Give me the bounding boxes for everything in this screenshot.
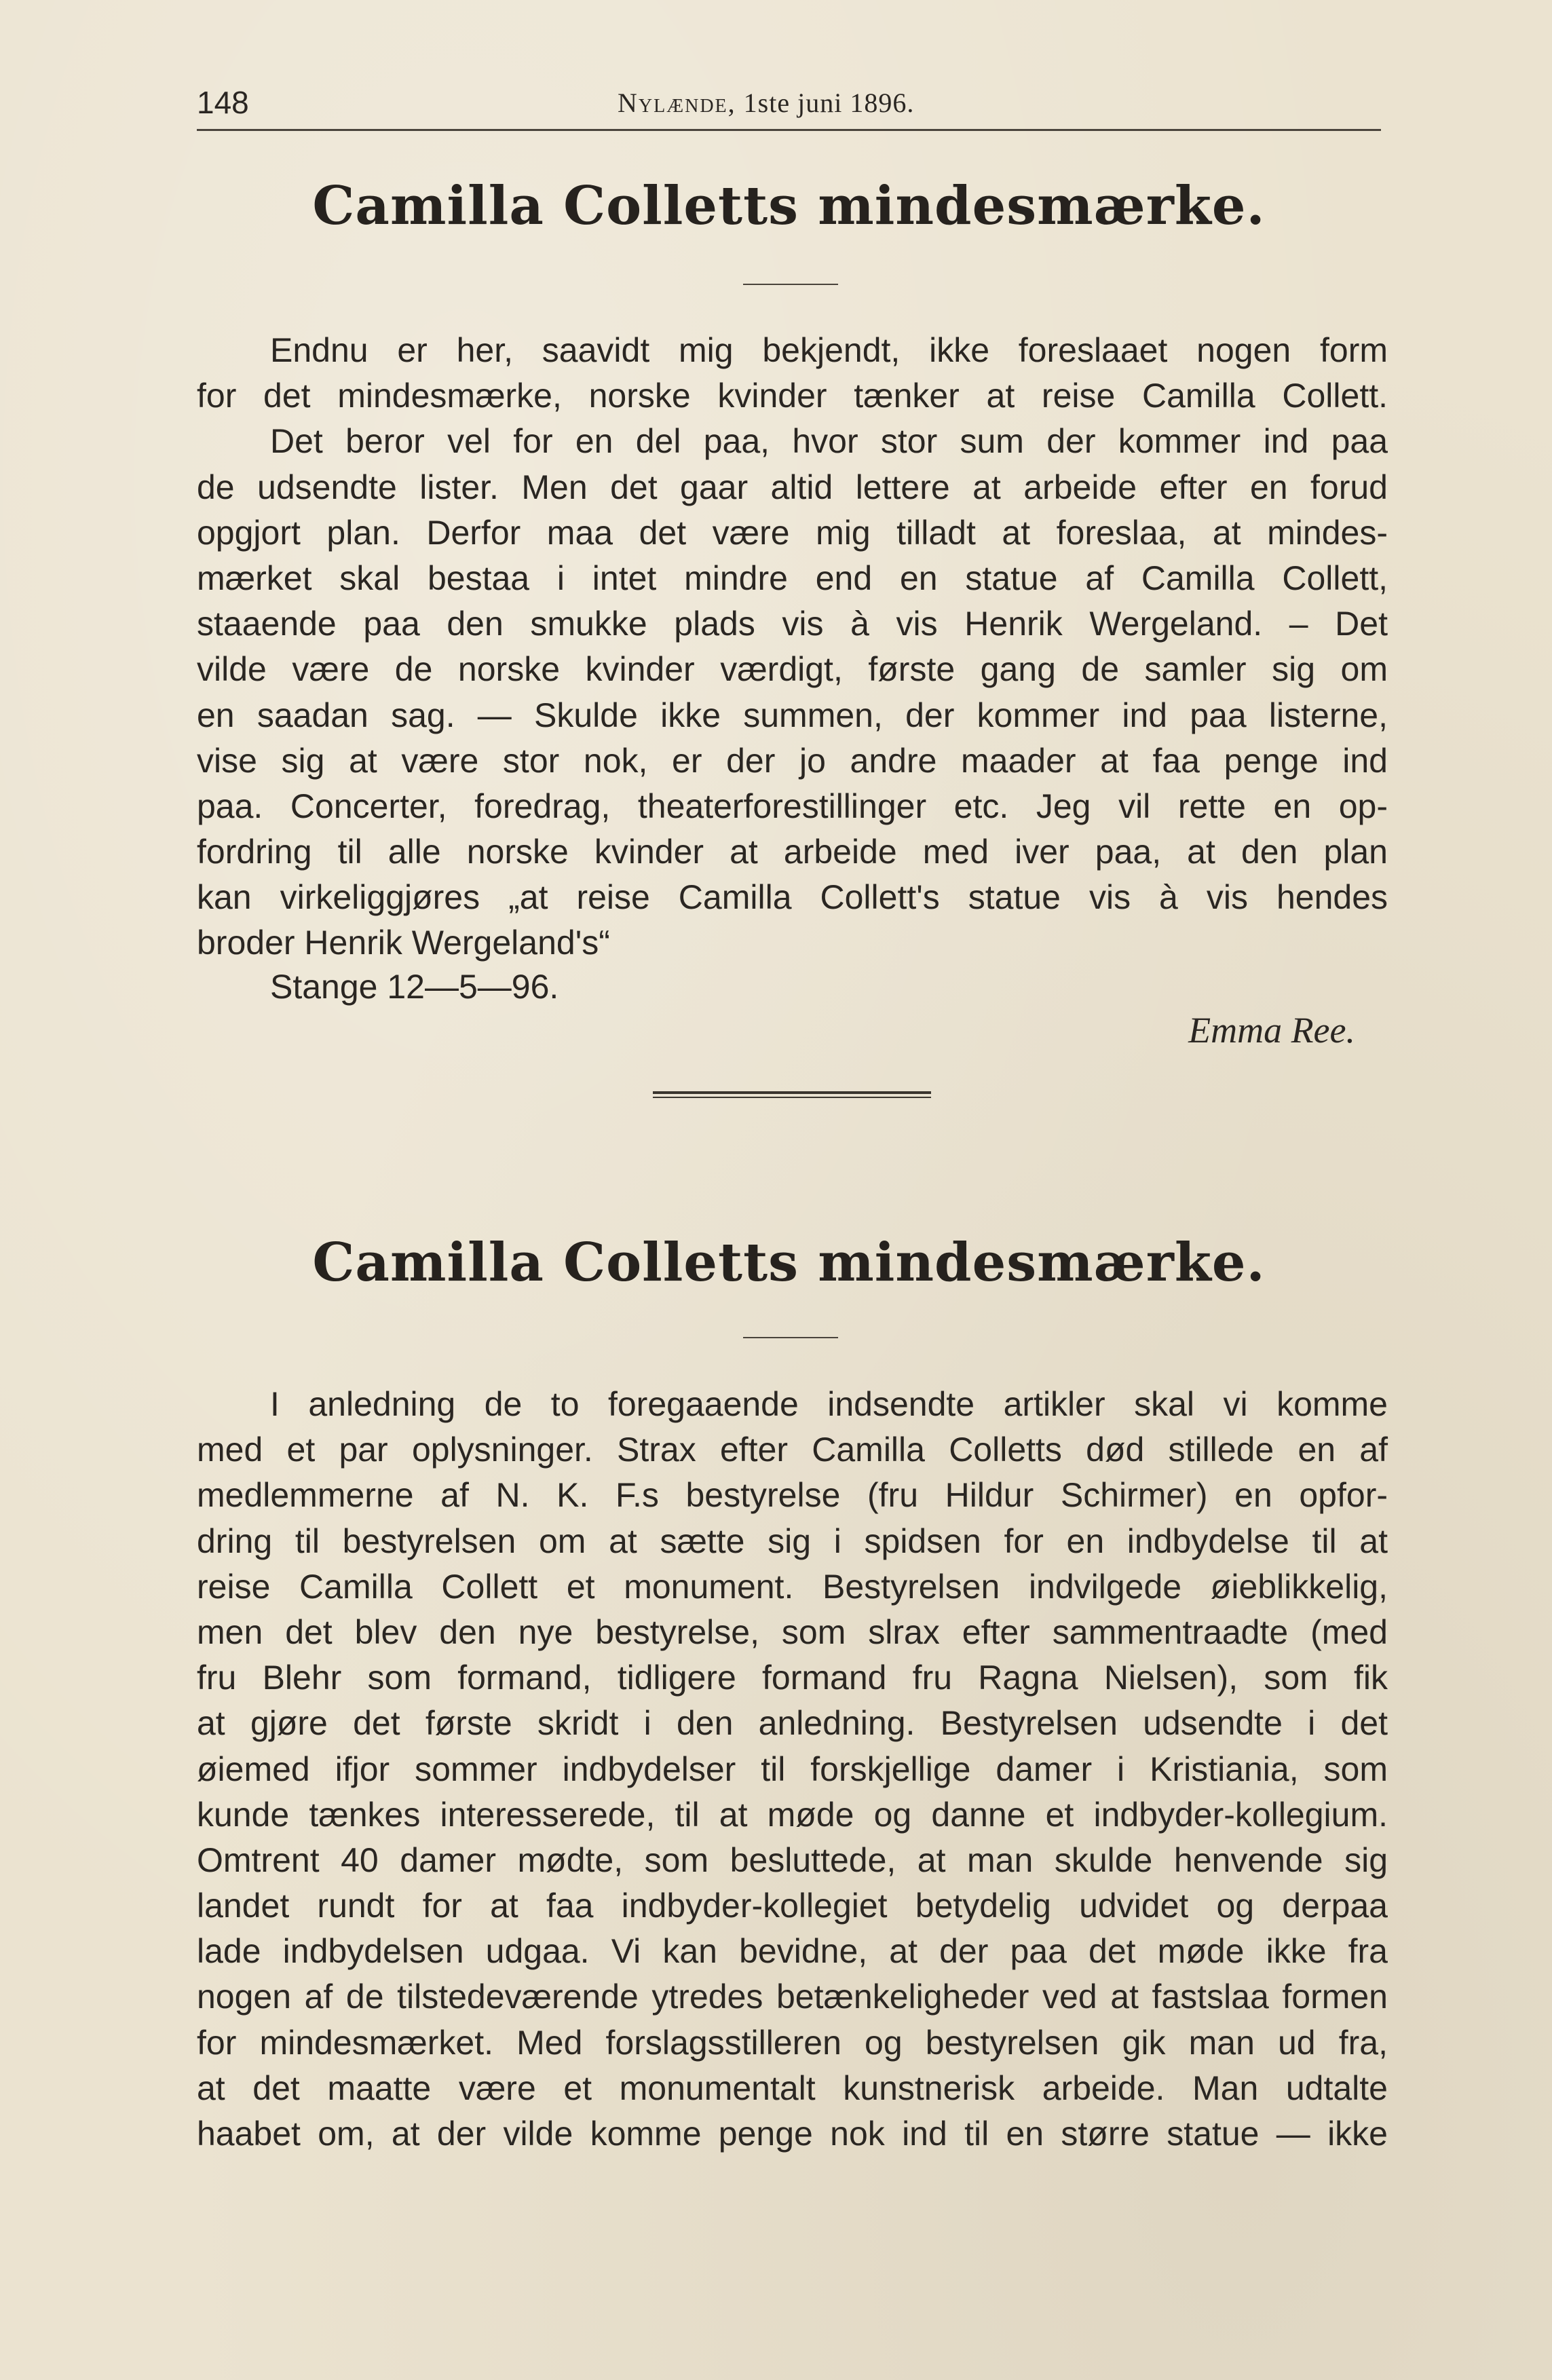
article-line: kunde tænkes interesserede, til at møde og danne et indbyder-kollegium. [197, 1795, 1388, 1834]
article-line: fordring til alle norske kvinder at arbeide med iver paa, at den plan [197, 833, 1388, 871]
article-line: Omtrent 40 damer mødte, som besluttede, at man skulde henvende sig [197, 1840, 1388, 1879]
journal-name: Nylænde, [618, 88, 736, 118]
article-line: staaende paa den smukke plads vis à vis Henrik Wergeland. – Det [197, 605, 1388, 643]
article-line: nogen af de tilstedeværende ytredes betænkeligheder ved at fastslaa formen [197, 1978, 1388, 2016]
article-line: fru Blehr som formand, tidligere formand fru Ragna Nielsen), som fik [197, 1659, 1388, 1697]
article-line: for mindesmærket. Med forslagsstilleren og bestyrelsen gik man ud fra, [197, 2023, 1388, 2062]
article-line: paa. Concerter, foredrag, theaterforestillinger etc. Jeg vil rette en op- [197, 787, 1388, 825]
section-divider [653, 1091, 931, 1098]
article-line: de udsendte lister. Men det gaar altid lettere at arbeide efter en forud [197, 468, 1388, 506]
dateline: Stange 12—5—96. [270, 968, 559, 1006]
title-2-rule [743, 1337, 838, 1338]
running-head [618, 87, 914, 119]
article-line: at det maatte være et monumentalt kunstnerisk arbeide. Man udtalte [197, 2069, 1388, 2107]
article-line: Det beror vel for en del paa, hvor stor sum der kommer ind paa [270, 422, 1388, 461]
article-line: opgjort plan. Derfor maa det være mig tilladt at foreslaa, at mindes- [197, 513, 1388, 552]
article-line: lade indbydelsen udgaa. Vi kan bevidne, at der paa det møde ikke fra [197, 1932, 1388, 1971]
article-line: I anledning de to foregaaende indsendte artikler skal vi komme [270, 1385, 1388, 1423]
running-header [197, 80, 1381, 132]
article-line: at gjøre det første skridt i den anledning. Bestyrelsen udsendte i det [197, 1704, 1388, 1743]
article-line: reise Camilla Collett et monument. Bestyrelsen indvilgede øieblikkelig, [197, 1567, 1388, 1606]
article-line: vise sig at være stor nok, er der jo andre maader at faa penge ind [197, 741, 1388, 780]
header-rule [197, 129, 1381, 131]
article-line: med et par oplysninger. Strax efter Camilla Colletts død stillede en af [197, 1431, 1388, 1469]
article-line: øiemed ifjor sommer indbydelser til forskjellige damer i Kristiania, som [197, 1750, 1388, 1788]
article-line: landet rundt for at faa indbyder-kollegiet betydelig udvidet og derpaa [197, 1887, 1388, 1925]
article-1-title: Camilla Colletts mindesmærke. [312, 175, 1266, 237]
article-line: men det blev den nye bestyrelse, som slrax efter sammentraadte (med [197, 1612, 1388, 1651]
issue-date: 1ste juni 1896. [743, 88, 915, 118]
author-signature: Emma Ree. [1188, 1010, 1355, 1051]
article-1-body [197, 328, 1388, 966]
article-line: dring til bestyrelsen om at sætte sig i spidsen for en indbydelse til at [197, 1522, 1388, 1560]
article-line: mærket skal bestaa i intet mindre end en statue af Camilla Collett, [197, 559, 1388, 597]
article-line: broder Henrik Wergeland's“ [197, 924, 610, 962]
article-line: Endnu er her, saavidt mig bekjendt, ikke foreslaaet nogen form [270, 331, 1388, 369]
page-number: 148 [197, 85, 249, 120]
article-2-title: Camilla Colletts mindesmærke. [312, 1232, 1266, 1293]
article-line: for det mindesmærke, norske kvinder tænker at reise Camilla Collett. [197, 377, 1388, 415]
title-1-rule [743, 284, 838, 285]
article-line: haabet om, at der vilde komme penge nok ind til en større statue — ikke [197, 2115, 1388, 2153]
article-line: en saadan sag. — Skulde ikke summen, der kommer ind paa listerne, [197, 696, 1388, 734]
article-line: kan virkeliggjøres „at reise Camilla Collett's statue vis à vis hendes [197, 878, 1388, 917]
article-line: medlemmerne af N. K. F.s bestyrelse (fru Hildur Schirmer) en opfor- [197, 1476, 1388, 1515]
article-line: vilde være de norske kvinder værdigt, første gang de samler sig om [197, 650, 1388, 689]
article-2-body [197, 1382, 1388, 2157]
